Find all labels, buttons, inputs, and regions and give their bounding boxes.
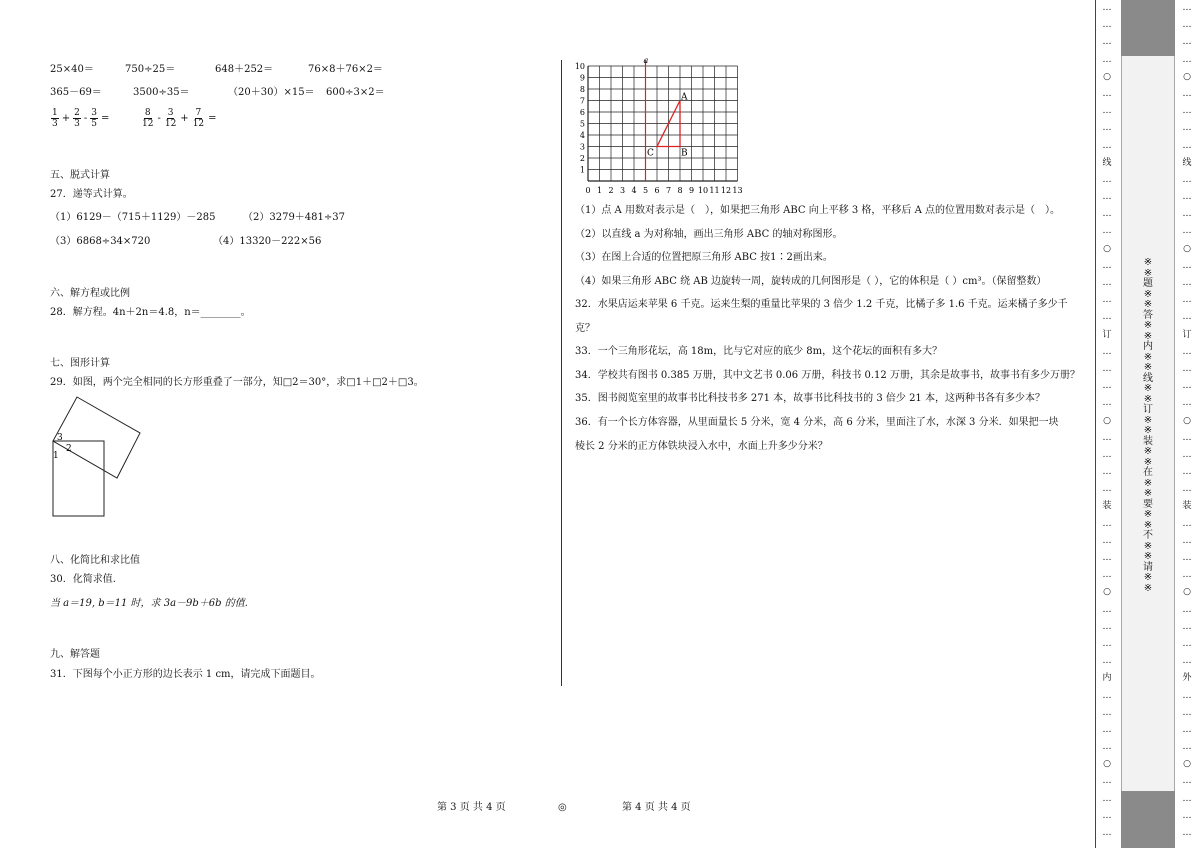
seal-char: ※ (1143, 519, 1153, 531)
seal-char: ※ (1143, 446, 1153, 457)
angle-label-3: 3 (57, 433, 63, 443)
binding-circle: ○ (1103, 71, 1111, 82)
grid-tick-labels (575, 62, 743, 195)
question-36-line-1: 36．有一个长方体容器，从里面量长 5 分米，宽 4 分米，高 6 分米，里面注了水，水深 3 分米．如果把一块 (575, 417, 1059, 428)
binding-dots: … (1182, 570, 1192, 581)
q31-part-3: （3）在图上合适的位置把原三角形 ABC 按1∶2画出来。 (575, 252, 833, 263)
section-8-title: 八、化简比和求比值 (50, 555, 140, 566)
binding-label: 内 (1102, 673, 1112, 684)
binding-dots: … (1102, 810, 1112, 821)
angle-label-2: 2 (66, 444, 72, 454)
x-tick-label: 1 (596, 186, 603, 195)
question-32-line-2: 克？ (575, 323, 595, 334)
binding-dots: … (1102, 226, 1112, 237)
y-tick-label: 1 (579, 165, 585, 175)
seal-char: ※ (1143, 330, 1153, 342)
binding-dots: … (1102, 363, 1112, 374)
question-30: 30．化简求值. (50, 574, 116, 585)
binding-dots: … (1102, 432, 1112, 443)
q27-item-1: （1）6129－（715＋1129）－285 (50, 212, 216, 223)
binding-dots: … (1102, 312, 1112, 323)
x-tick-label: 3 (619, 186, 626, 195)
question-33: 33．一个三角形花坛，高 18m，比与它对应的底少 8m，这个花坛的面积有多大？ (575, 346, 943, 357)
seal-char: ※ (1143, 551, 1153, 562)
footer-right-page-number: 第 4 页 共 4 页 (622, 802, 691, 813)
binding-dots: … (1102, 553, 1112, 563)
y-tick-label: 3 (579, 142, 585, 152)
binding-dots: … (1102, 449, 1112, 460)
angle-label-1: 1 (53, 451, 59, 461)
binding-dots: … (1102, 776, 1112, 787)
seal-char: ※ (1143, 383, 1153, 394)
binding-dots: … (1182, 638, 1192, 649)
x-tick-label: 0 (585, 186, 591, 195)
seal-char: ※ (1143, 267, 1153, 279)
binding-dots: … (1182, 449, 1192, 460)
question-28: 28．解方程。4n＋2n＝4.8，n＝________。 (50, 307, 251, 318)
fraction-expression-2: $\frac{8}{12}$ - $\frac{3}{12}$ + $\frac{7}{12}$ = (142, 108, 217, 129)
upright-rectangle (53, 441, 104, 516)
seal-char: 订 (1143, 404, 1153, 415)
binding-dots: … (1102, 570, 1112, 581)
y-tick-label: 4 (579, 131, 585, 140)
q30-expression: 当 a＝19, b＝11 时，求 3a－9b＋6b 的值. (50, 598, 248, 609)
binding-dots: … (1182, 432, 1192, 443)
seal-char: ※ (1143, 362, 1153, 373)
binding-dots: … (1102, 295, 1112, 306)
binding-dots: … (1182, 398, 1192, 409)
binding-dots: … (1182, 621, 1192, 632)
calc-r1-c4: 76×8＋76×2＝ (308, 64, 383, 75)
binding-dots: … (1102, 742, 1112, 753)
question-36-line-2: 棱长 2 分米的正方体铁块浸入水中，水面上升多少分米？ (575, 441, 828, 452)
y-tick-label: 8 (579, 85, 585, 94)
seal-char: ※ (1143, 320, 1153, 331)
binding-dots: … (1102, 346, 1112, 357)
binding-dots: … (1182, 140, 1192, 151)
binding-dots: … (1102, 54, 1112, 65)
binding-dots: … (1102, 140, 1112, 151)
seal-char: 答 (1143, 309, 1153, 321)
binding-dots: … (1182, 656, 1192, 667)
binding-dots: … (1182, 707, 1192, 718)
binding-label: 订 (1102, 329, 1112, 340)
binding-dots: … (1182, 88, 1192, 99)
binding-dots: … (1102, 174, 1112, 185)
binding-dots: … (1182, 278, 1192, 288)
binding-dots: … (1182, 174, 1192, 185)
binding-dots: … (1182, 363, 1192, 374)
seal-char: ※ (1143, 425, 1153, 436)
seal-char: ※ (1143, 288, 1153, 300)
section-9-title: 九、解答题 (50, 649, 100, 660)
binding-circle: ○ (1183, 243, 1191, 254)
seal-warning-text (1141, 258, 1155, 594)
binding-dots: … (1182, 226, 1192, 237)
axis-a-label: a (643, 56, 649, 65)
seal-char: ※ (1143, 488, 1153, 499)
q31-part-1: （1）点 A 用数对表示是（ ），如果把三角形 ABC 向上平移 3 格，平移后 A 点的位置用数对表示是（ ）。 (575, 205, 1061, 216)
binding-dots: … (1182, 20, 1192, 31)
x-tick-label: 10 (697, 186, 709, 195)
binding-circle: ○ (1183, 759, 1191, 770)
binding-label: 装 (1182, 501, 1192, 512)
question-27: 27．递等式计算。 (50, 189, 133, 200)
binding-dots: … (1102, 3, 1112, 13)
binding-dots: … (1102, 106, 1112, 117)
y-tick-label: 6 (579, 108, 585, 117)
binding-dots: … (1182, 467, 1192, 478)
tilted-rectangle (53, 397, 140, 478)
binding-label: 订 (1182, 329, 1192, 340)
binding-dots: … (1102, 518, 1112, 529)
binding-dots: … (1102, 381, 1112, 392)
point-a-label: A (681, 92, 688, 103)
y-tick-label: 7 (579, 96, 585, 106)
calc-r2-c4: 600÷3×2＝ (326, 87, 385, 98)
q31-part-4: （4）如果三角形 ABC 绕 AB 边旋转一周，旋转成的几何图形是（ ），它的体积是（ ）cm³。（保留整数） (575, 276, 1047, 287)
calc-r1-c1: 25×40＝ (50, 64, 94, 75)
binding-dots: … (1182, 553, 1192, 563)
binding-dots: … (1102, 793, 1112, 804)
calc-r1-c2: 750÷25＝ (125, 64, 176, 75)
binding-grey-block-bottom (1121, 791, 1175, 848)
calc-r2-c3: （20＋30）×15＝ (228, 87, 315, 98)
point-b-label: B (681, 148, 688, 159)
binding-rule (1095, 0, 1096, 848)
binding-dots: … (1102, 638, 1112, 649)
seal-char: ※ (1143, 477, 1153, 489)
seal-char: 不 (1143, 530, 1153, 541)
binding-dots: … (1102, 707, 1112, 718)
binding-dots: … (1102, 398, 1112, 409)
binding-dots: … (1182, 810, 1192, 821)
binding-circle: ○ (1103, 243, 1111, 254)
x-tick-label: 9 (688, 186, 695, 195)
binding-dots: … (1102, 88, 1112, 99)
coordinate-grid-figure (570, 56, 745, 202)
seal-char: ※ (1143, 572, 1153, 583)
question-31: 31．下图每个小正方形的边长表示 1 cm，请完成下面题目。 (50, 669, 321, 680)
binding-label: 线 (1102, 157, 1112, 168)
binding-dots: … (1102, 209, 1112, 220)
binding-dots: … (1182, 742, 1192, 753)
binding-dots: … (1182, 724, 1192, 735)
binding-dots: … (1182, 209, 1192, 220)
seal-char: 内 (1143, 341, 1153, 352)
binding-dots: … (1182, 106, 1192, 117)
question-34: 34．学校共有图书 0.385 万册，其中文艺书 0.06 万册，科技书 0.12 万册，其余是故事书，故事书有多少万册？ (575, 370, 1080, 381)
footer-left-page-number: 第 3 页 共 4 页 (437, 802, 506, 813)
seal-char: ※ (1143, 414, 1153, 426)
binding-dots: … (1182, 518, 1192, 529)
overlapping-rectangles-figure (48, 394, 148, 520)
section-5-title: 五、脱式计算 (50, 170, 110, 181)
binding-dots: … (1182, 604, 1192, 615)
footer-center-mark: ◎ (558, 802, 567, 813)
binding-dots: … (1102, 260, 1112, 271)
inner-dotted-column (1101, 0, 1113, 842)
binding-dots: … (1182, 776, 1192, 787)
binding-dots: … (1182, 484, 1192, 495)
binding-circle: ○ (1103, 759, 1111, 770)
binding-dots: … (1182, 381, 1192, 392)
binding-dots: … (1182, 535, 1192, 546)
y-tick-label: 10 (574, 62, 585, 71)
seal-char: 题 (1143, 278, 1153, 289)
binding-dots: … (1102, 604, 1112, 615)
binding-dots: … (1102, 690, 1112, 701)
binding-circle: ○ (1183, 415, 1191, 426)
binding-dots: … (1182, 346, 1192, 357)
binding-label: 外 (1182, 673, 1192, 684)
binding-dots: … (1102, 278, 1112, 288)
x-tick-label: 13 (732, 186, 743, 195)
seal-char: ※ (1143, 540, 1153, 552)
x-tick-label: 6 (654, 186, 660, 195)
binding-grey-block-top (1121, 0, 1175, 56)
x-tick-label: 7 (665, 186, 672, 195)
binding-dots: … (1102, 656, 1112, 667)
binding-dots: … (1182, 828, 1192, 838)
binding-dots: … (1102, 828, 1112, 838)
seal-char: ※ (1143, 351, 1153, 363)
binding-dots: … (1102, 37, 1112, 48)
binding-circle: ○ (1103, 415, 1111, 426)
seal-char: 在 (1143, 467, 1153, 478)
binding-dots: … (1102, 192, 1112, 203)
seal-char: ※ (1143, 509, 1153, 520)
grid-lines (588, 66, 738, 181)
binding-label: 装 (1102, 501, 1112, 512)
seal-char: 线 (1143, 372, 1153, 384)
page-divider (561, 60, 562, 686)
binding-dots: … (1182, 54, 1192, 65)
seal-char: ※ (1143, 582, 1153, 594)
seal-char: ※ (1143, 299, 1153, 310)
x-tick-label: 12 (720, 186, 732, 195)
seal-char: 请 (1143, 561, 1153, 573)
binding-dots: … (1182, 295, 1192, 306)
binding-dots: … (1102, 724, 1112, 735)
calc-r1-c3: 648＋252＝ (215, 64, 274, 75)
q31-part-2: （2）以直线 a 为对称轴，画出三角形 ABC 的轴对称图形。 (575, 229, 843, 240)
fraction-expression-1: $\frac{1}{3}$ + $\frac{2}{3}$ - $\frac{3}{5}$ = (52, 108, 110, 129)
question-35: 35．图书阅览室里的故事书比科技书多 271 本，故事书比科技书的 3 倍少 21 本，这两种书各有多少本？ (575, 393, 1045, 404)
binding-dots: … (1182, 690, 1192, 701)
point-c-label: C (647, 148, 654, 159)
binding-circle: ○ (1183, 587, 1191, 598)
x-tick-label: 8 (677, 186, 683, 195)
x-tick-label: 11 (709, 186, 720, 195)
binding-dots: … (1182, 793, 1192, 804)
binding-dots: … (1182, 123, 1192, 134)
calc-r2-c2: 3500÷35＝ (133, 87, 190, 98)
binding-label: 线 (1182, 157, 1192, 168)
seal-char: 要 (1143, 498, 1153, 510)
section-7-title: 七、图形计算 (50, 358, 110, 369)
calc-r2-c1: 365－69＝ (50, 87, 102, 98)
seal-char: ※ (1143, 456, 1153, 468)
y-tick-label: 5 (579, 119, 585, 129)
binding-dots: … (1102, 484, 1112, 495)
seal-char: 装 (1143, 435, 1153, 447)
binding-dots: … (1102, 467, 1112, 478)
q27-item-3: （3）6868÷34×720 (50, 236, 151, 247)
binding-dots: … (1182, 260, 1192, 271)
seal-char: ※ (1143, 393, 1153, 405)
x-tick-label: 5 (642, 186, 649, 195)
binding-circle: ○ (1183, 71, 1191, 82)
seal-char: ※ (1143, 257, 1153, 268)
x-tick-label: 4 (631, 186, 637, 195)
y-tick-label: 2 (579, 154, 585, 163)
y-tick-label: 9 (579, 73, 585, 83)
binding-dots: … (1182, 312, 1192, 323)
outer-dotted-column (1181, 0, 1193, 842)
binding-dots: … (1102, 621, 1112, 632)
q27-item-4: （4）13320－222×56 (213, 236, 322, 247)
question-32-line-1: 32．水果店运来苹果 6 千克。运来生梨的重量比苹果的 3 倍少 1.2 千克，比橘子多 1.6 千克。运来橘子多少千 (575, 299, 1068, 310)
binding-dots: … (1102, 535, 1112, 546)
x-tick-label: 2 (608, 186, 614, 195)
binding-dots: … (1182, 192, 1192, 203)
section-6-title: 六、解方程或比例 (50, 288, 130, 299)
q27-item-2: （2）3279＋481÷37 (243, 212, 346, 223)
binding-dots: … (1182, 3, 1192, 13)
binding-dots: … (1102, 123, 1112, 134)
binding-dots: … (1182, 37, 1192, 48)
binding-dots: … (1102, 20, 1112, 31)
question-29: 29．如图，两个完全相同的长方形重叠了一部分，知□2＝30°，求□1＋□2＋□3。 (50, 377, 424, 388)
binding-circle: ○ (1103, 587, 1111, 598)
